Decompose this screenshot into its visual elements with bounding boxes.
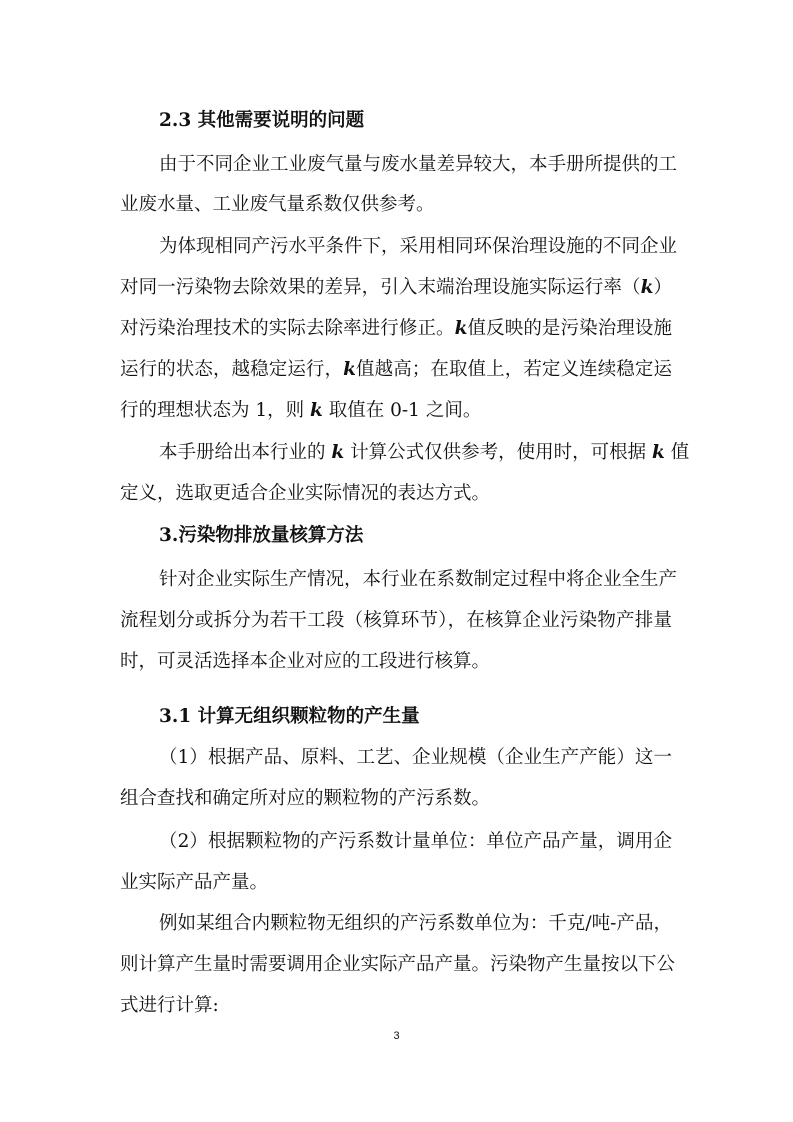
paragraph-line: 组合查找和确定所对应的颗粒物的产污系数。 bbox=[120, 788, 491, 809]
paragraph-line: 由于不同企业工业废气量与废水量差异较大，本手册所提供的工 bbox=[159, 154, 678, 175]
paragraph-line: 针对企业实际生产情况，本行业在系数制定过程中将企业全生产 bbox=[159, 569, 678, 590]
paragraph-line: 为体现相同产污水平条件下，采用相同环保治理设施的不同企业 bbox=[159, 236, 678, 257]
paragraph-line: 时，可灵活选择本企业对应的工段进行核算。 bbox=[120, 651, 491, 672]
paragraph-line: 行的理想状态为 1，则 k 取值在 0-1 之间。 bbox=[120, 400, 482, 421]
paragraph-line: 本手册给出本行业的 k 计算公式仅供参考，使用时，可根据 k 值 bbox=[159, 442, 690, 463]
paragraph-line: 定义，选取更适合企业实际情况的表达方式。 bbox=[120, 483, 491, 504]
heading-3-1: 3.1 计算无组织颗粒物的产生量 bbox=[159, 706, 420, 727]
paragraph-line: 对同一污染物去除效果的差异，引入末端治理设施实际运行率（k） bbox=[120, 277, 672, 298]
paragraph-line: （1）根据产品、原料、工艺、企业规模（企业生产产能）这一 bbox=[159, 747, 672, 768]
paragraph-line: 业实际产品产量。 bbox=[120, 872, 269, 893]
paragraph-line: 则计算产生量时需要调用企业实际产品产量。污染物产生量按以下公 bbox=[120, 954, 676, 975]
paragraph-line: 式进行计算: bbox=[120, 995, 219, 1016]
heading-3: 3.污染物排放量核算方法 bbox=[159, 525, 364, 546]
paragraph-line: 例如某组合内颗粒物无组织的产污系数单位为：千克/吨-产品， bbox=[159, 913, 672, 934]
paragraph-line: （2）根据颗粒物的产污系数计量单位：单位产品产量，调用企 bbox=[159, 831, 672, 852]
page-number: 3 bbox=[393, 1030, 400, 1042]
paragraph-line: 流程划分或拆分为若干工段（核算环节），在核算企业污染物产排量 bbox=[120, 610, 672, 631]
paragraph-line: 对污染治理技术的实际去除率进行修正。k值反映的是污染治理设施 bbox=[120, 318, 672, 339]
paragraph-line: 业废水量、工业废气量系数仅供参考。 bbox=[120, 194, 435, 215]
heading-2-3: 2.3 其他需要说明的问题 bbox=[159, 110, 365, 131]
paragraph-line: 运行的状态，越稳定运行，k值越高；在取值上，若定义连续稳定运 bbox=[120, 359, 672, 380]
